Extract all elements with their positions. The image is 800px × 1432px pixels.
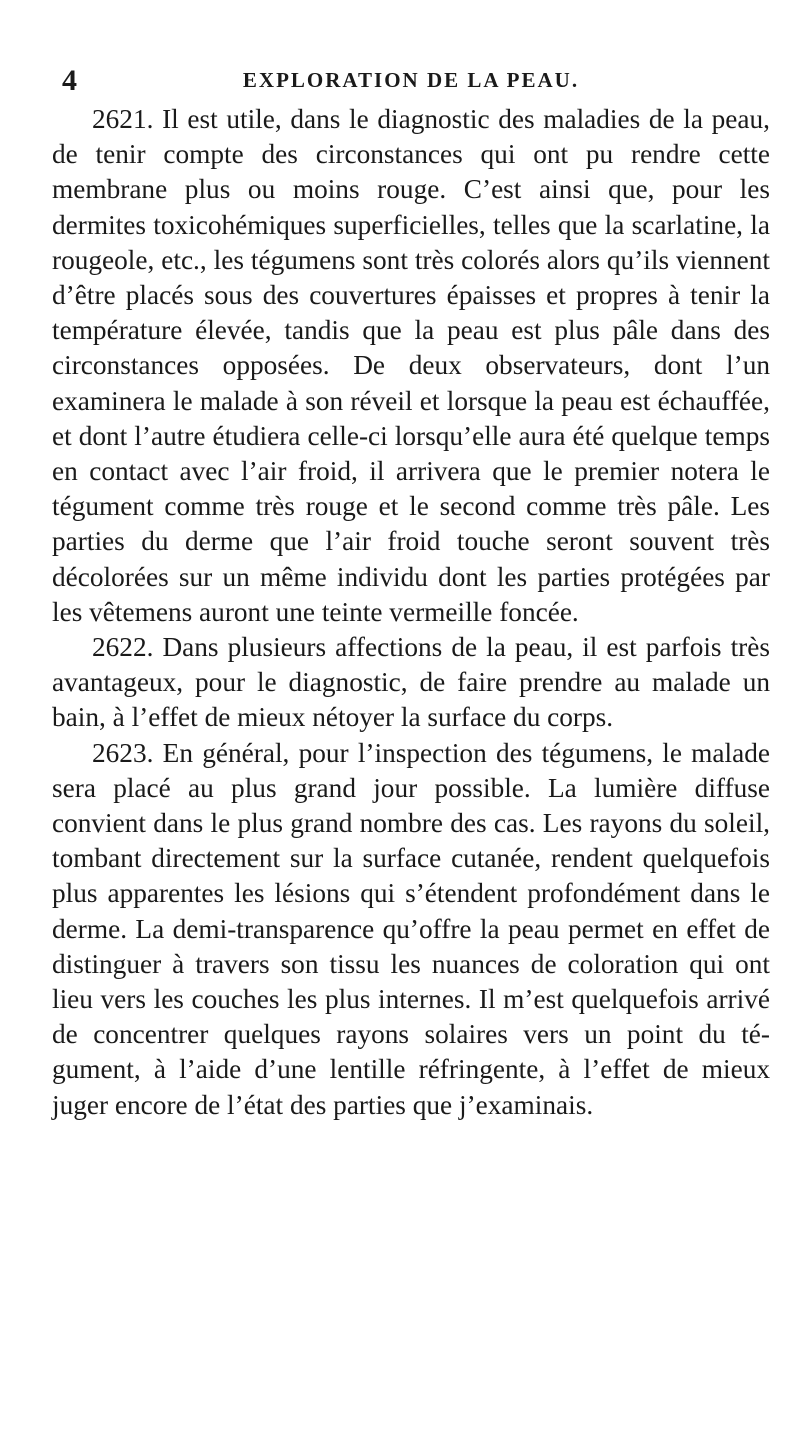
paragraph-2622 [52, 630, 770, 736]
paragraph-2623 [52, 736, 770, 1123]
paragraph-number: 2621. [92, 104, 154, 134]
running-title: EXPLORATION DE LA PEAU. [242, 68, 580, 92]
paragraph-text: En général, pour l’inspection des tégumens, le malade sera placé au plus grand jour possible. La lumière diffuse convient dans le plus grand nombre des cas. Les rayons du soleil, tombant directement sur la surface cutanée, rendent quelquefois plus apparentes les lésions qui s’étendent profondément dans le derme. La demi-transparence qu’offre la peau permet en effet de distinguer à travers son tissu les nuances de coloration qui ont lieu vers les couches les plus internes. Il m’est quelquefois arrivé de concentrer quelques rayons solaires vers un point du tégument, à l’aide d’une lentille réfringente, à l’effet de mieux juger encore de l’état des parties que j’examinais. [52, 737, 770, 1120]
book-page [52, 62, 770, 1123]
paragraph-number: 2623. [92, 737, 154, 768]
paragraph-text: Il est utile, dans le diagnostic des maladies de la peau, de tenir compte des circonstances qui ont pu rendre cette membrane plus ou moins rouge. C’est ainsi que, pour les dermites toxicohémiques superficielles, telles que la scarlatine, la rougeole, etc., les tégumens sont très colorés alors qu’ils viennent d’être placés sous des couvertures épaisses et propres à tenir la température élevée, tandis que la peau est plus pâle dans des circonstances opposées. De deux observateurs, dont l’un examinera le malade à son réveil et lorsque la peau est échauffée, et dont l’autre étudiera celle-ci lorsqu’elle aura été quelque temps en contact avec l’air froid, il arrivera que le premier notera le tégument comme très rouge et le second comme très pâle. Les parties du derme que l’air froid touche seront souvent très décolorées sur un même individu dont les parties protégées par les vêtemens auront une teinte vermeille foncée. [52, 104, 770, 627]
page-number: 4 [62, 64, 77, 97]
running-head [52, 62, 770, 98]
paragraph-text: Dans plusieurs affections de la peau, il est parfois très avantageux, pour le diagnostic, de faire prendre au malade un bain, à l’effet de mieux nétoyer la surface du corps. [52, 632, 770, 733]
paragraph-number: 2622. [92, 632, 154, 663]
paragraph-2621 [52, 102, 770, 630]
